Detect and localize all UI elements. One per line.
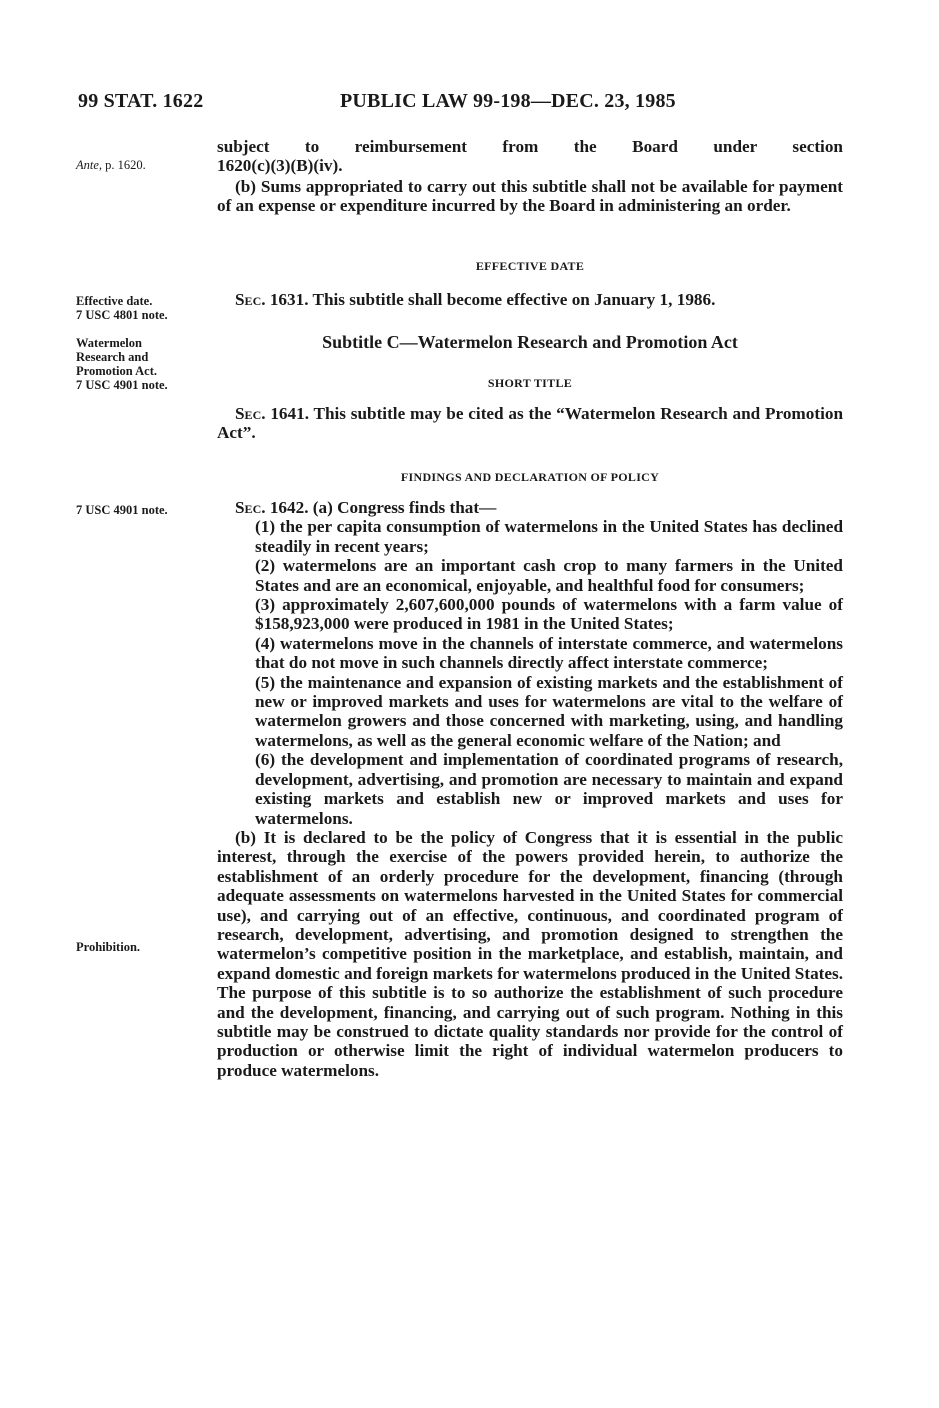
paragraph-reimbursement: subject to reimbursement from the Board under section 1620(c)(3)(B)(iv). bbox=[217, 137, 843, 176]
heading-effective-date: EFFECTIVE DATE bbox=[475, 259, 585, 273]
finding-item: (5) the maintenance and expansion of existing markets and the establishment of new or improved markets and uses for watermelons are vital to the welfare of watermelon growers and those concerned with marketing, using, and handling watermelons, as well as the general economic welfare of the Nation; and bbox=[255, 672, 843, 750]
margin-note-usc-4901: 7 USC 4901 note. bbox=[76, 503, 168, 517]
margin-note-watermelon-act: Watermelon Research and Promotion Act. 7 USC 4901 note. bbox=[76, 336, 168, 392]
finding-item: (6) the development and implementation of coordinated programs of research, development, advertising, and promotion are necessary to maintain and expand existing markets and establish new or improved markets and uses for watermelons. bbox=[255, 750, 843, 828]
paragraph-sums-appropriated: (b) Sums appropriated to carry out this subtitle shall not be available for payment of an expense or expenditure incurred by the Board in administering an order. bbox=[217, 177, 843, 216]
finding-item: (2) watermelons are an important cash crop to many farmers in the United States and are an economical, enjoyable, and healthful food for consumers; bbox=[255, 556, 843, 595]
section-1641: Sec. 1641. This subtitle may be cited as the “Watermelon Research and Promotion Act”. bbox=[217, 404, 843, 443]
page-reference: 99 STAT. 1622 bbox=[78, 90, 204, 112]
heading-short-title: SHORT TITLE bbox=[487, 376, 573, 390]
margin-note-prohibition: Prohibition. bbox=[76, 940, 141, 954]
section-1631: Sec. 1631. This subtitle shall become effective on January 1, 1986. bbox=[235, 290, 716, 309]
finding-item: (4) watermelons move in the channels of interstate commerce, and watermelons that do not move in such channels directly affect interstate commerce; bbox=[255, 633, 843, 673]
finding-item: (3) approximately 2,607,600,000 pounds of watermelons with a farm value of $158,923,000 were produced in 1981 in the United States; bbox=[255, 595, 843, 634]
subtitle-c-heading: Subtitle C—Watermelon Research and Promotion Act bbox=[322, 332, 738, 352]
page-title: PUBLIC LAW 99-198—DEC. 23, 1985 bbox=[340, 90, 676, 112]
margin-note-effective-date: Effective date. 7 USC 4801 note. bbox=[76, 294, 168, 322]
paragraph-policy: (b) It is declared to be the policy of Congress that it is essential in the public interest, through the exercise of the powers provided herein, to authorize the establishment of an orderly procedure for the development, financing (through adequate assessments on watermelons harvested in the United States for commercial use), and carrying out of an effective, continuous, and coordinated program of research, development, advertising, and promotion designed to strengthen the watermelon’s competitive position in the marketplace, and establish, maintain, and expand domestic and foreign markets for watermelons produced in the United States. The purpose of this subtitle is to so authorize the establishment of such procedure and the development, financing, and carrying out of such program. Nothing in this subtitle may be construed to dictate quality standards nor provide for the control of production or otherwise limit the right of individual watermelon producers to produce watermelons. bbox=[217, 827, 843, 1080]
margin-note-ante: Ante, p. 1620. bbox=[76, 158, 146, 172]
finding-item: (1) the per capita consumption of watermelons in the United States has declined steadily in recent years; bbox=[255, 517, 843, 556]
heading-findings: FINDINGS AND DECLARATION OF POLICY bbox=[400, 470, 660, 484]
section-1642: Sec. 1642. (a) Congress finds that— (1) the per capita consumption of watermelons in the United States has declined steadily in recent years; (2) watermelons are an important cash crop to many farmers in the United States and are an economical, enjoyable, and healthful food for consumers; (3) approximately 2,607,600,000 pounds of watermelons with a farm value of $158,923,000 were produced in 1981 in the United States; (4) watermelons move in the channels of interstate commerce, and watermelons that do not move in such channels directly affect interstate commerce; (5) the maintenance and expansion of existing markets and the establishment of new or improved markets and uses for watermelons are vital to the welfare of watermelon growers and those concerned with marketing, using, and handling watermelons, as well as the general economic welfare of the Nation; and (6) the development and implementation of coordinated programs of research, development, advertising, and promotion are necessary to maintain and expand existing markets and establish new or improved markets and uses for watermelons. (b) It is declared to be the policy of Congress that it is essential in the public interest, through the exercise of the powers provided herein, to authorize the establishment of an orderly procedure for the development, financing (through adequate assessments on watermelons harvested in the United States for commercial use), and carrying out of an effective, continuous, and coordinated program of research, development, advertising, and promotion designed to strengthen the watermelon’s competitive position in the marketplace, and establish, maintain, and expand domestic and foreign markets for watermelons produced in the United States. The purpose of this subtitle is to so authorize the establishment of such procedure and the development, financing, and carrying out of such program. Nothing in this subtitle may be construed to dictate quality standards nor provide for the control of production or otherwise limit the right of individual watermelon producers to produce watermelons. bbox=[217, 498, 843, 1080]
